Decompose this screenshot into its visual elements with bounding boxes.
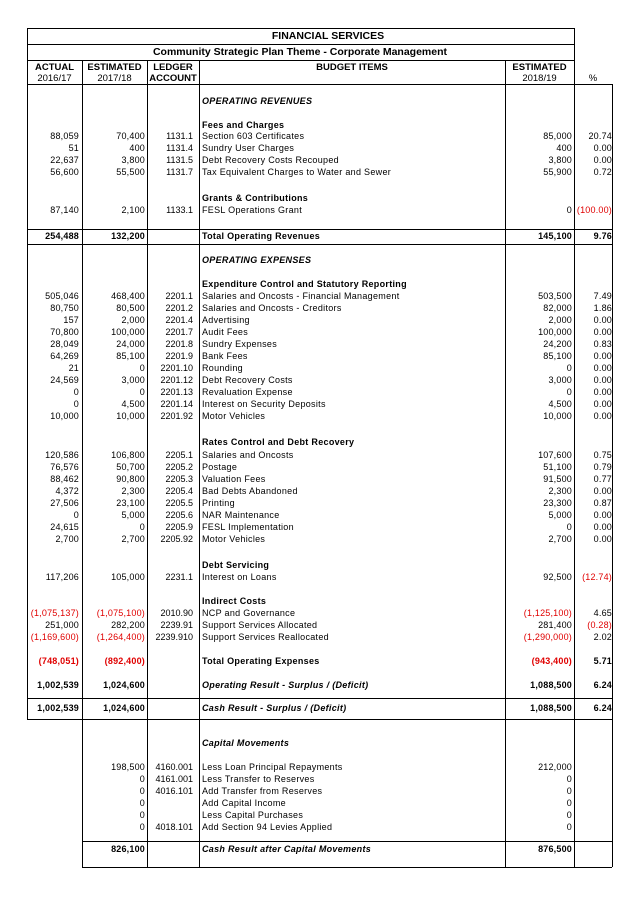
actual-value: (748,051) (38, 656, 79, 666)
budget-item-label: Salaries and Oncosts - Financial Management (202, 291, 400, 301)
actual-value: 0 (73, 387, 79, 397)
ledger-account: 4016.101 (155, 786, 193, 796)
percent-change: 0.00 (593, 155, 612, 165)
percent-change: 9.76 (593, 231, 612, 241)
ledger-account: 2201.12 (160, 375, 193, 385)
budget-item-label: Add Section 94 Levies Applied (202, 822, 333, 832)
ledger-account: 4160.001 (155, 762, 193, 772)
percent-change: 0.00 (593, 375, 612, 385)
estimated-prev-value: 2,000 (121, 315, 145, 325)
estimated-prev-value: 1,024,600 (103, 703, 145, 713)
actual-value: 28,049 (50, 339, 79, 349)
ledger-account: 2201.7 (165, 327, 193, 337)
ledger-account: 2201.10 (160, 363, 193, 373)
row-rule (27, 60, 574, 61)
estimated-next-value: 0 (566, 774, 572, 784)
budget-item-label: Support Services Reallocated (202, 632, 329, 642)
ledger-account: 2231.1 (165, 572, 193, 582)
actual-value: 251,000 (45, 620, 79, 630)
estimated-next-value: 23,300 (543, 498, 572, 508)
budget-item-label: Interest on Security Deposits (202, 399, 326, 409)
budget-item-label: Add Transfer from Reserves (202, 786, 323, 796)
estimated-prev-value: 198,500 (111, 762, 145, 772)
ledger-account: 2201.9 (165, 351, 193, 361)
row-rule (82, 867, 612, 868)
section-heading: OPERATING EXPENSES (202, 255, 312, 265)
estimated-next-value: 145,100 (538, 231, 572, 241)
group-heading: Fees and Charges (202, 120, 285, 130)
estimated-next-value: 0 (566, 822, 572, 832)
estimated-prev-value: 85,100 (116, 351, 145, 361)
estimated-prev-value: 100,000 (111, 327, 145, 337)
estimated-prev-value: (1,264,400) (96, 632, 145, 642)
budget-item-label: Valuation Fees (202, 474, 266, 484)
header-actual: ACTUAL 2016/17 (34, 62, 75, 84)
budget-item-label: Interest on Loans (202, 572, 277, 582)
percent-change: 0.00 (593, 486, 612, 496)
estimated-next-value: 85,000 (543, 131, 572, 141)
estimated-prev-value: 0 (139, 387, 145, 397)
percent-change: 6.24 (593, 680, 612, 690)
estimated-next-value: 4,500 (548, 399, 572, 409)
header-estimated-prev: ESTIMATED 2017/18 (87, 62, 142, 84)
estimated-next-value: 1,088,500 (530, 680, 572, 690)
percent-change: 0.00 (593, 522, 612, 532)
actual-value: 2,700 (55, 534, 79, 544)
estimated-next-value: 212,000 (538, 762, 572, 772)
estimated-next-value: 0 (566, 363, 572, 373)
group-heading: Debt Servicing (202, 560, 270, 570)
actual-value: 0 (73, 510, 79, 520)
percent-change: 0.75 (593, 450, 612, 460)
ledger-account: 2205.6 (165, 510, 193, 520)
estimated-next-value: 0 (566, 798, 572, 808)
estimated-prev-value: 0 (139, 774, 145, 784)
estimated-prev-value: 23,100 (116, 498, 145, 508)
ledger-account: 2201.8 (165, 339, 193, 349)
actual-value: 4,372 (55, 486, 79, 496)
ledger-account: 2010.90 (160, 608, 193, 618)
ledger-account: 1133.1 (166, 205, 193, 215)
budget-item-label: FESL Implementation (202, 522, 294, 532)
actual-value: 21 (68, 363, 79, 373)
actual-value: 27,506 (50, 498, 79, 508)
ledger-account: 2205.9 (165, 522, 193, 532)
budget-item-label: FESL Operations Grant (202, 205, 303, 215)
actual-value: 24,569 (50, 375, 79, 385)
percent-change: 0.00 (593, 143, 612, 153)
estimated-prev-value: 132,200 (111, 231, 145, 241)
ledger-account: 2201.2 (165, 303, 193, 313)
percent-change: 0.77 (593, 474, 612, 484)
actual-value: 1,002,539 (37, 703, 79, 713)
budget-item-label: Bad Debts Abandoned (202, 486, 298, 496)
percent-change: 0.87 (593, 498, 612, 508)
estimated-prev-value: 0 (139, 522, 145, 532)
actual-value: 1,002,539 (37, 680, 79, 690)
percent-change: 0.00 (593, 387, 612, 397)
row-rule (27, 244, 612, 245)
ledger-account: 4161.001 (155, 774, 193, 784)
estimated-prev-value: 105,000 (111, 572, 145, 582)
estimated-prev-value: 106,800 (111, 450, 145, 460)
actual-value: 505,046 (45, 291, 79, 301)
estimated-next-value: 5,000 (548, 510, 572, 520)
estimated-next-value: 107,600 (538, 450, 572, 460)
estimated-prev-value: 55,500 (116, 167, 145, 177)
ledger-account: 2201.14 (160, 399, 193, 409)
actual-value: 157 (63, 315, 79, 325)
estimated-next-value: 0 (566, 786, 572, 796)
percent-change: 0.00 (593, 411, 612, 421)
budget-item-label: Motor Vehicles (202, 411, 266, 421)
actual-value: 51 (68, 143, 79, 153)
ledger-account: 2205.92 (160, 534, 193, 544)
budget-item-label: Salaries and Oncosts (202, 450, 294, 460)
budget-item-label: Printing (202, 498, 235, 508)
estimated-prev-value: 2,100 (121, 205, 145, 215)
percent-change: (100.00) (576, 205, 612, 215)
ledger-account: 2201.1 (165, 291, 193, 301)
row-rule (27, 719, 612, 720)
budget-item-label: NAR Maintenance (202, 510, 280, 520)
actual-value: 0 (73, 399, 79, 409)
percent-change: 20.74 (588, 131, 612, 141)
estimated-prev-value: 1,024,600 (103, 680, 145, 690)
budget-item-label: Postage (202, 462, 238, 472)
estimated-prev-value: 3,000 (121, 375, 145, 385)
estimated-next-value: 0 (566, 205, 572, 215)
estimated-next-value: 55,900 (543, 167, 572, 177)
estimated-prev-value: 826,100 (111, 844, 145, 854)
column-rule (27, 28, 28, 720)
estimated-next-value: 1,088,500 (530, 703, 572, 713)
row-rule (27, 698, 612, 699)
row-rule (82, 841, 612, 842)
actual-value: (1,075,137) (30, 608, 79, 618)
column-rule (505, 61, 506, 867)
estimated-prev-value: 0 (139, 798, 145, 808)
actual-value: 117,206 (45, 572, 79, 582)
group-heading: Indirect Costs (202, 596, 267, 606)
budget-item-label: Sundry User Charges (202, 143, 295, 153)
actual-value: 70,800 (50, 327, 79, 337)
budget-item-label: Motor Vehicles (202, 534, 266, 544)
estimated-next-value: 281,400 (538, 620, 572, 630)
ledger-account: 2205.2 (165, 462, 193, 472)
actual-value: 64,269 (50, 351, 79, 361)
total-label: Cash Result - Surplus / (Deficit) (202, 703, 347, 713)
page-title: FINANCIAL SERVICES (271, 30, 385, 42)
estimated-prev-value: 0 (139, 810, 145, 820)
column-rule (82, 61, 83, 867)
percent-change: 6.24 (593, 703, 612, 713)
budget-item-label: Tax Equivalent Charges to Water and Sewer (202, 167, 392, 177)
percent-change: 0.72 (593, 167, 612, 177)
section-heading: OPERATING REVENUES (202, 96, 313, 106)
actual-value: 22,637 (50, 155, 79, 165)
estimated-next-value: 85,100 (543, 351, 572, 361)
estimated-next-value: (1,290,000) (523, 632, 572, 642)
estimated-next-value: (943,400) (531, 656, 572, 666)
actual-value: 120,586 (45, 450, 79, 460)
percent-change: 2.02 (593, 632, 612, 642)
estimated-next-value: 0 (566, 522, 572, 532)
ledger-account: 1131.5 (166, 155, 193, 165)
group-heading: Expenditure Control and Statutory Reporting (202, 279, 407, 289)
ledger-account: 2201.92 (160, 411, 193, 421)
budget-item-label: Audit Fees (202, 327, 249, 337)
budget-item-label: Bank Fees (202, 351, 248, 361)
group-heading: Rates Control and Debt Recovery (202, 437, 355, 447)
estimated-next-value: 0 (566, 810, 572, 820)
total-label: Operating Result - Surplus / (Deficit) (202, 680, 369, 690)
budget-item-label: Debt Recovery Costs Recouped (202, 155, 339, 165)
estimated-next-value: 2,000 (548, 315, 572, 325)
estimated-next-value: 3,000 (548, 375, 572, 385)
estimated-prev-value: 282,200 (111, 620, 145, 630)
row-rule (27, 44, 574, 45)
row-rule (27, 84, 612, 85)
column-rule (199, 61, 200, 867)
actual-value: 80,750 (50, 303, 79, 313)
percent-change: 7.49 (593, 291, 612, 301)
percent-change: 0.00 (593, 327, 612, 337)
percent-change: 5.71 (593, 656, 612, 666)
total-label: Total Operating Expenses (202, 656, 320, 666)
budget-item-label: Less Loan Principal Repayments (202, 762, 343, 772)
estimated-next-value: 92,500 (543, 572, 572, 582)
percent-change: 0.00 (593, 351, 612, 361)
estimated-prev-value: (892,400) (104, 656, 145, 666)
estimated-next-value: 51,100 (543, 462, 572, 472)
estimated-next-value: 400 (556, 143, 572, 153)
column-rule (612, 84, 613, 867)
estimated-prev-value: 24,000 (116, 339, 145, 349)
budget-item-label: Revaluation Expense (202, 387, 293, 397)
ledger-account: 2239.91 (160, 620, 193, 630)
estimated-prev-value: 0 (139, 786, 145, 796)
ledger-account: 1131.4 (166, 143, 193, 153)
budget-item-label: Add Capital Income (202, 798, 286, 808)
percent-change: 0.00 (593, 363, 612, 373)
actual-value: 254,488 (45, 231, 79, 241)
total-label: Total Operating Revenues (202, 231, 321, 241)
ledger-account: 2205.1 (165, 450, 193, 460)
estimated-prev-value: 5,000 (121, 510, 145, 520)
estimated-next-value: (1,125,100) (523, 608, 572, 618)
header-estimated-next: ESTIMATED 2018/19 (512, 62, 567, 84)
percent-change: (0.28) (587, 620, 612, 630)
column-rule (147, 61, 148, 867)
ledger-account: 2205.3 (165, 474, 193, 484)
estimated-prev-value: 70,400 (116, 131, 145, 141)
budget-item-label: Support Services Allocated (202, 620, 318, 630)
ledger-account: 2201.13 (160, 387, 193, 397)
estimated-next-value: 2,300 (548, 486, 572, 496)
estimated-prev-value: 4,500 (121, 399, 145, 409)
ledger-account: 1131.7 (166, 167, 193, 177)
estimated-prev-value: 10,000 (116, 411, 145, 421)
estimated-prev-value: 468,400 (111, 291, 145, 301)
estimated-next-value: 24,200 (543, 339, 572, 349)
percent-change: 1.86 (593, 303, 612, 313)
actual-value: 56,600 (50, 167, 79, 177)
estimated-next-value: 503,500 (538, 291, 572, 301)
budget-item-label: Less Capital Purchases (202, 810, 304, 820)
actual-value: 76,576 (50, 462, 79, 472)
estimated-next-value: 2,700 (548, 534, 572, 544)
section-heading: Capital Movements (202, 738, 290, 748)
budget-item-label: NCP and Governance (202, 608, 296, 618)
estimated-prev-value: 80,500 (116, 303, 145, 313)
budget-item-label: Section 603 Certificates (202, 131, 305, 141)
percent-change: 0.00 (593, 315, 612, 325)
column-rule (574, 28, 575, 867)
row-rule (27, 28, 574, 29)
estimated-prev-value: 50,700 (116, 462, 145, 472)
percent-change: 0.00 (593, 510, 612, 520)
budget-item-label: Salaries and Oncosts - Creditors (202, 303, 342, 313)
estimated-prev-value: 2,700 (121, 534, 145, 544)
estimated-prev-value: 2,300 (121, 486, 145, 496)
actual-value: (1,169,600) (30, 632, 79, 642)
percent-change: 0.79 (593, 462, 612, 472)
row-rule (27, 229, 612, 230)
estimated-prev-value: 0 (139, 822, 145, 832)
actual-value: 10,000 (50, 411, 79, 421)
budget-item-label: Sundry Expenses (202, 339, 278, 349)
estimated-prev-value: 0 (139, 363, 145, 373)
percent-change: 4.65 (593, 608, 612, 618)
group-heading: Grants & Contributions (202, 193, 309, 203)
budget-item-label: Rounding (202, 363, 243, 373)
budget-item-label: Advertising (202, 315, 250, 325)
percent-change: 0.00 (593, 399, 612, 409)
estimated-next-value: 3,800 (548, 155, 572, 165)
header-budget-items: BUDGET ITEMS (316, 62, 388, 73)
ledger-account: 4018.101 (155, 822, 193, 832)
actual-value: 88,059 (50, 131, 79, 141)
ledger-account: 2201.4 (165, 315, 193, 325)
header-ledger: LEDGER ACCOUNT (149, 62, 197, 84)
ledger-account: 2205.5 (165, 498, 193, 508)
estimated-next-value: 876,500 (538, 844, 572, 854)
budget-item-label: Less Transfer to Reserves (202, 774, 315, 784)
estimated-next-value: 91,500 (543, 474, 572, 484)
estimated-next-value: 0 (566, 387, 572, 397)
estimated-next-value: 82,000 (543, 303, 572, 313)
actual-value: 24,615 (50, 522, 79, 532)
ledger-account: 1131.1 (166, 131, 193, 141)
ledger-account: 2239.910 (155, 632, 193, 642)
estimated-prev-value: 90,800 (116, 474, 145, 484)
ledger-account: 2205.4 (165, 486, 193, 496)
estimated-prev-value: 3,800 (121, 155, 145, 165)
header-percent: % (588, 73, 598, 84)
percent-change: 0.83 (593, 339, 612, 349)
estimated-next-value: 10,000 (543, 411, 572, 421)
actual-value: 87,140 (50, 205, 79, 215)
actual-value: 88,462 (50, 474, 79, 484)
percent-change: 0.00 (593, 534, 612, 544)
estimated-next-value: 100,000 (538, 327, 572, 337)
estimated-prev-value: 400 (129, 143, 145, 153)
estimated-prev-value: (1,075,100) (96, 608, 145, 618)
total-label: Cash Result after Capital Movements (202, 844, 372, 854)
page-subtitle: Community Strategic Plan Theme - Corporate Management (152, 46, 448, 58)
budget-item-label: Debt Recovery Costs (202, 375, 293, 385)
percent-change: (12.74) (582, 572, 612, 582)
